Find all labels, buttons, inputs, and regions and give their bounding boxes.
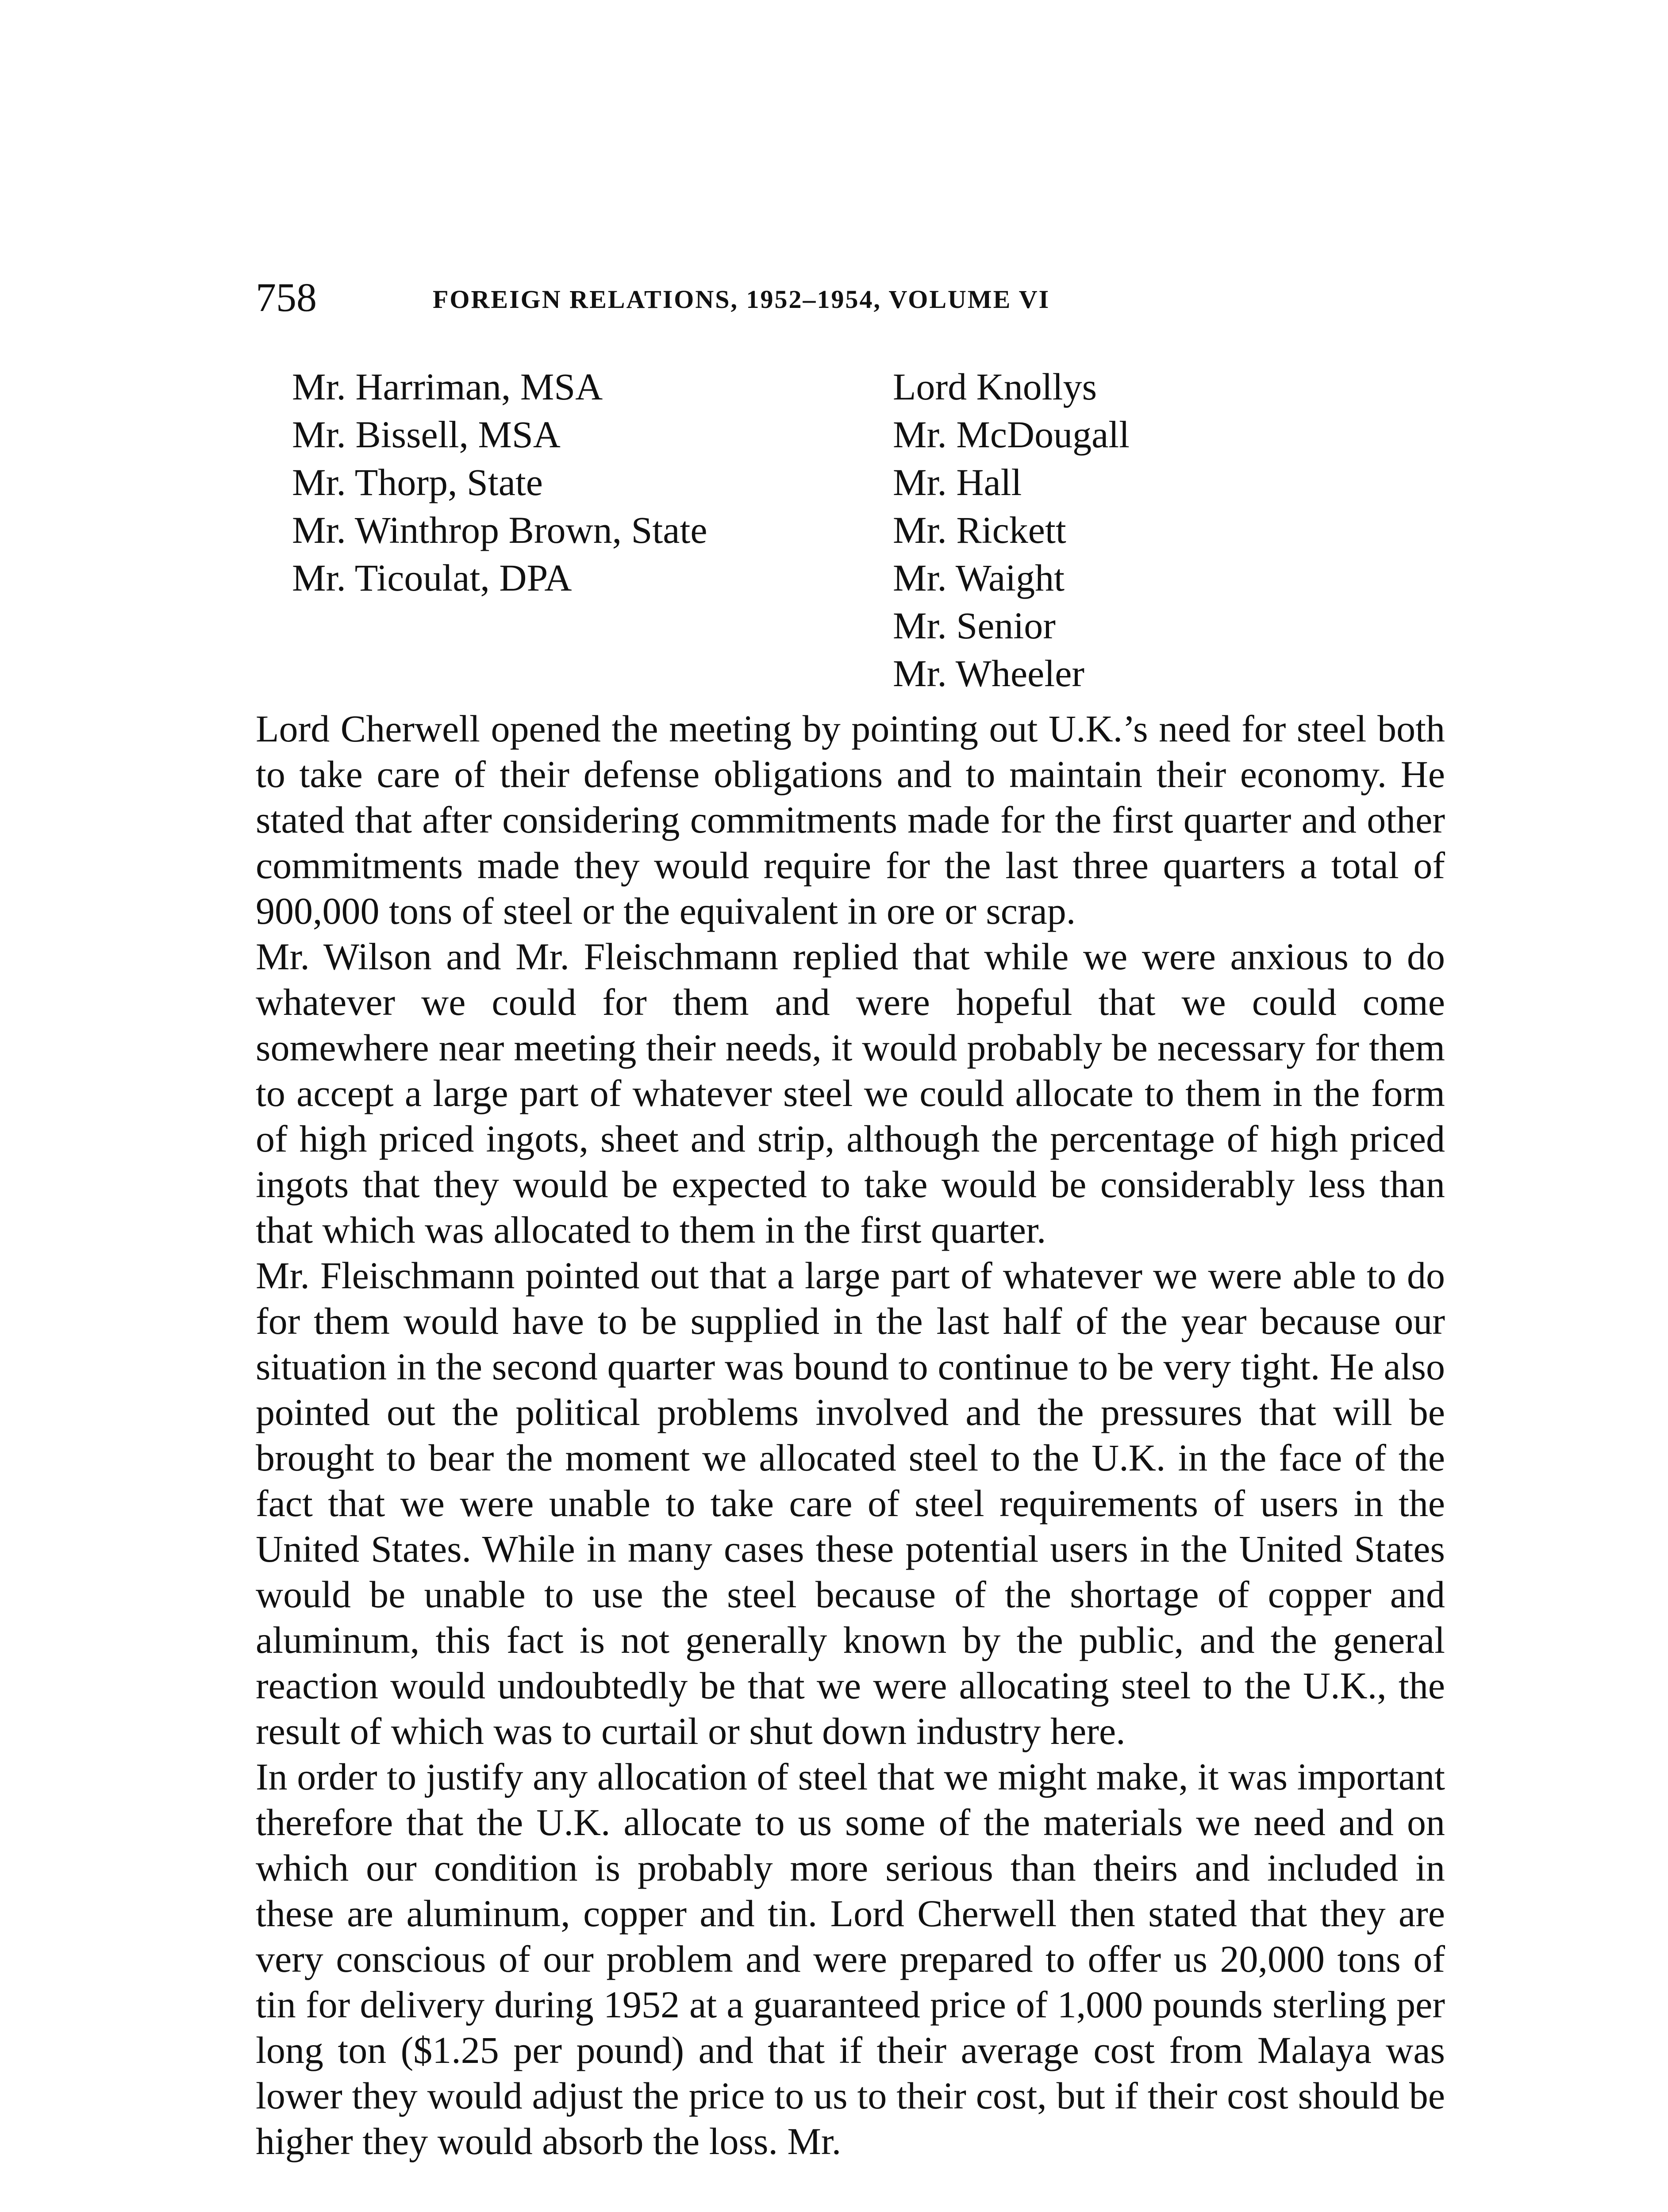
- participant: Mr. Waight: [893, 557, 1065, 599]
- page-number: 758: [256, 275, 317, 320]
- participant: Mr. Winthrop Brown, State: [292, 509, 707, 551]
- paragraph: Lord Cherwell opened the meeting by pointing out U.K.’s need for steel both to take care of their defense obligations and to maintain their economy. He stated that after considering commitments made for the first quarter and other commitments made they would require for the last three quarters a total of 900,000 tons of steel or the equivalent in ore or scrap.: [256, 707, 1445, 932]
- paragraph: Mr. Fleischmann pointed out that a large part of whatever we were able to do for them would have to be supplied in the last half of the year because our situation in the second quarter was bound to continue to be very tight. He also pointed out the political problems involved and the pressures that will be brought to bear the moment we allocated steel to the U.K. in the face of the fact that we were unable to take care of steel requirements of users in the United States. While in many cases these potential users in the United States would be unable to use the steel because of the shortage of copper and aluminum, this fact is not generally known by the public, and the general reaction would undoubtedly be that we were allocating steel to the U.K., the result of which was to curtail or shut down industry here.: [256, 1254, 1445, 1752]
- participant: Mr. McDougall: [893, 413, 1130, 456]
- paragraph: In order to justify any allocation of steel that we might make, it was important therefore that the U.K. allocate to us some of the materials we need and on which our condition is probably more serious than theirs and included in these are aluminum, copper and tin. Lord Cherwell then stated that they are very conscious of our problem and were prepared to offer us 20,000 tons of tin for delivery during 1952 at a guaranteed price of 1,000 pounds sterling per long ton ($1.25 per pound) and that if their average cost from Malaya was lower they would adjust the price to us to their cost, but if their cost should be higher they would absorb the loss. Mr.: [256, 1755, 1445, 2162]
- running-head: [256, 271, 1406, 324]
- paragraph: Mr. Wilson and Mr. Fleischmann replied that while we were anxious to do whatever we could for them and were hopeful that we could come somewhere near meeting their needs, it would probably be necessary for them to accept a large part of whatever steel we could allocate to them in the form of high priced ingots, sheet and strip, although the percentage of high priced ingots that they would be expected to take would be considerably less than that which was allocated to them in the first quarter.: [256, 935, 1445, 1251]
- us-participants-list: [292, 363, 867, 602]
- participant: Mr. Ticoulat, DPA: [292, 557, 572, 599]
- uk-participants-list: [893, 363, 1424, 697]
- participant: Mr. Senior: [893, 604, 1056, 647]
- body-text: [256, 706, 1445, 2164]
- participant: Mr. Bissell, MSA: [292, 413, 561, 456]
- participant: Lord Knollys: [893, 365, 1097, 408]
- participant: Mr. Thorp, State: [292, 461, 543, 503]
- participant: Mr. Wheeler: [893, 652, 1085, 695]
- participant: Mr. Harriman, MSA: [292, 365, 603, 408]
- participant: Mr. Hall: [893, 461, 1022, 503]
- running-title: FOREIGN RELATIONS, 1952–1954, VOLUME VI: [433, 285, 1050, 314]
- participant: Mr. Rickett: [893, 509, 1066, 551]
